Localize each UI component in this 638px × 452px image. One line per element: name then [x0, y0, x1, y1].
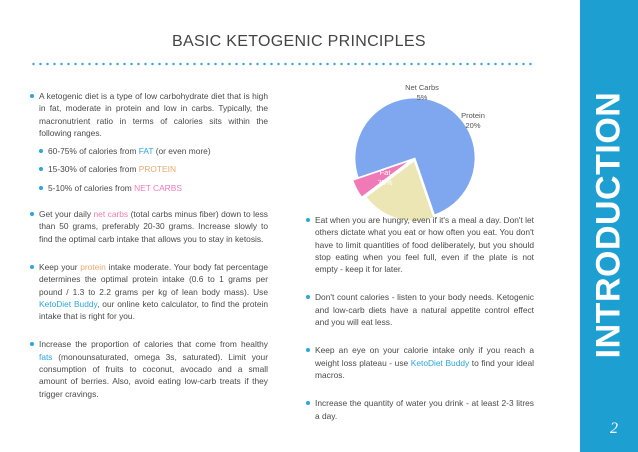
text: Increase the quantity of water you drink - at least 2-3 litres a day. [315, 398, 534, 421]
section-title: INTRODUCTION [589, 91, 628, 359]
range-fat [30, 145, 268, 157]
text: (total carbs minus fiber) down to less than 50 grams, preferably 20-30 grams. Increase slowly to find the optimal carb intake that allows you to stay in ketosis. [39, 209, 268, 244]
range-text: 5-10% of calories from [48, 182, 135, 193]
bullet-eat-when-hungry [306, 214, 534, 275]
pie-label-value: 5% [416, 93, 428, 102]
intro-text: A ketogenic diet is a type of low carbohydrate diet that is high in fat, moderate in protein and low in carbs. Typically, the macronutrient ratio in terms of calories sits within the following ranges. [39, 91, 268, 138]
text: Keep your [39, 261, 81, 272]
bullet-protein [30, 261, 268, 322]
bullet-net-carbs [30, 208, 268, 245]
pie-label-value: 20% [465, 121, 481, 130]
ketodiet-buddy-link[interactable]: KetoDiet Buddy [39, 298, 98, 309]
left-column [30, 90, 268, 400]
text: to find your ideal macros. [315, 357, 534, 380]
page-title: BASIC KETOGENIC PRINCIPLES [172, 33, 426, 50]
text: intake moderate. Your body fat percentage determines the optimal protein intake (0.6 to 1 grams per pound / 1.3 to 2.2 grams per kg of lean body mass). Use [39, 261, 268, 297]
bullet-calorie-plateau [306, 344, 534, 381]
macro-pie-chart [345, 80, 515, 220]
text: Get your daily [39, 209, 94, 220]
right-column [306, 214, 534, 422]
bullet-dont-count-calories [306, 291, 534, 328]
pie-label-name: Fat [379, 168, 391, 177]
text: (monounsaturated, omega 3s, saturated). Limit your consumption of fruits to coconut, avocado and a small amount of berries. Also, avoid eating low-carb treats if they trigger cravings. [39, 351, 268, 399]
range-text: 60-75% of calories from [48, 146, 139, 157]
pie-label-name: Net Carbs [405, 83, 439, 92]
pie-label-name: Protein [461, 111, 485, 120]
bullet-water [306, 397, 534, 422]
keyword: net carbs [93, 209, 129, 220]
text: Don't count calories - listen to your body needs. Ketogenic and low-carb diets have a natural appetite control effect and you will eat less. [315, 292, 534, 328]
range-protein [30, 163, 268, 175]
pie-label-value: 75% [377, 178, 393, 187]
range-key: NET CARBS [134, 182, 182, 193]
text: Eat when you are hungry, even if it's a meal a day. Don't let others dictate what you eat or how often you eat. You don't have to limit quantities of food deliberately, but you should stop eating when you feel full, even if the plate is not empty - keep it for later. [315, 215, 534, 275]
range-text: (or even more) [153, 146, 211, 157]
range-key: PROTEIN [138, 164, 177, 175]
range-text: 15-30% of calories from [48, 164, 139, 175]
pie-svg [345, 80, 515, 220]
ketodiet-buddy-link[interactable]: KetoDiet Buddy [410, 357, 470, 368]
side-band [580, 0, 638, 452]
keyword: fats [39, 351, 53, 362]
text: , our online keto calculator, to find the protein intake that is right for you. [39, 298, 268, 322]
text: Keep an eye on your calorie intake only if you reach a weight loss plateau - use [315, 345, 534, 368]
bullet-fats [30, 338, 268, 399]
range-key: FAT [138, 146, 154, 157]
bullet-intro [30, 90, 268, 139]
page-number: 2 [610, 420, 618, 437]
range-net-carbs [30, 182, 268, 194]
text: Increase the proportion of calories that come from healthy [39, 339, 268, 350]
dotted-divider [30, 62, 535, 66]
keyword: protein [80, 261, 106, 272]
